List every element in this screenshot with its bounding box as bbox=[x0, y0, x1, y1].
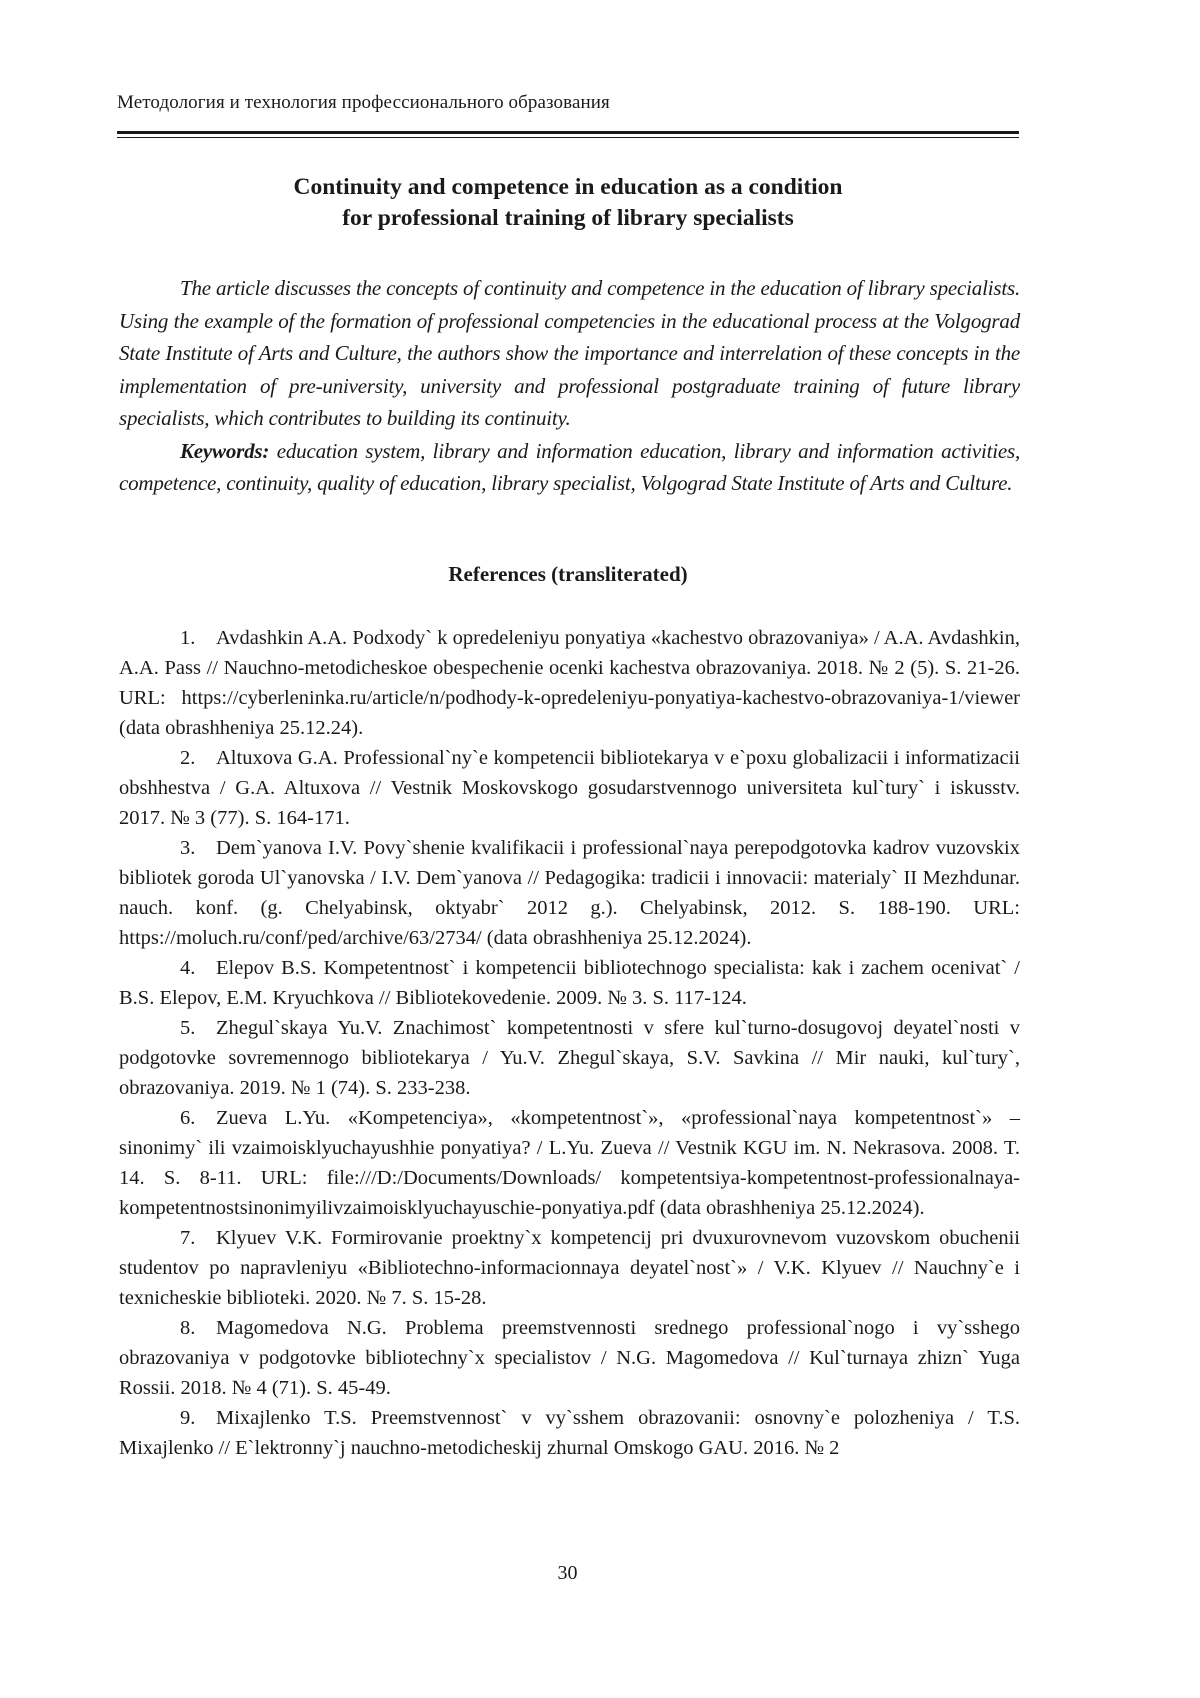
keywords-label: Keywords: bbox=[180, 438, 270, 463]
reference-text: Altuxova G.A. Professional`ny`e kompetencii bibliotekarya v e`poxu globalizacii i informatizacii obshhestva / G.A. Altuxova // Vestnik Moskovskogo gosudarstvennogo universiteta kul`tury` i iskusstv. 2017. № 3 (77). S. 164-171. bbox=[119, 747, 1020, 829]
keywords-paragraph bbox=[119, 435, 1020, 500]
reference-text: Klyuev V.K. Formirovanie proektny`x kompetencij pri dvuxurovnevom vuzovskom obuchenii studentov po napravleniyu «Bibliotechno-informacionnaya deyatel`nost`» / V.K. Klyuev // Nauchny`e i texnicheskie biblioteki. 2020. № 7. S. 15-28. bbox=[119, 1227, 1020, 1309]
reference-number: 2. bbox=[180, 747, 196, 769]
abstract bbox=[119, 272, 1020, 500]
reference-item bbox=[119, 1103, 1020, 1223]
reference-text: Dem`yanova I.V. Povy`shenie kvalifikacii i professional`naya perepodgotovka kadrov vuzovskix bibliotek goroda Ul`yanovska / I.V. Dem`yanova // Pedagogika: tradicii i innovacii: materialy` II Mezhdunar. nauch. konf. (g. Chelyabinsk, oktyabr` 2012 g.). Chelyabinsk, 2012. S. 188-190. URL: https://moluch.ru/conf/ped/archive/63/2734/ (data obrashheniya 25.12.2024). bbox=[119, 837, 1020, 949]
header-rule-thin bbox=[117, 137, 1019, 138]
reference-number: 3. bbox=[180, 837, 196, 859]
reference-number: 1. bbox=[180, 627, 196, 649]
reference-item bbox=[119, 1223, 1020, 1313]
page-number: 30 bbox=[557, 1562, 578, 1584]
reference-item bbox=[119, 1403, 1020, 1463]
references-list bbox=[119, 623, 1020, 1463]
article-title bbox=[117, 172, 1019, 234]
reference-item bbox=[119, 743, 1020, 833]
reference-item bbox=[119, 833, 1020, 953]
references-heading: References (transliterated) bbox=[448, 562, 688, 586]
reference-text: Mixajlenko T.S. Preemstvennost` v vy`sshem obrazovanii: osnovny`e polozheniya / T.S. Mixajlenko // E`lektronny`j nauchno-metodicheskij zhurnal Omskogo GAU. 2016. № 2 bbox=[119, 1407, 1020, 1459]
keywords-text: education system, library and information education, library and information activities, competence, continuity, quality of education, library specialist, Volgograd State Institute of Arts and Culture. bbox=[119, 438, 1020, 495]
reference-item bbox=[119, 953, 1020, 1013]
article-title-line-2: for professional training of library specialists bbox=[342, 205, 794, 231]
header-rule-thick bbox=[117, 131, 1019, 134]
reference-text: Elepov B.S. Kompetentnost` i kompetencii bibliotechnogo specialista: kak i zachem ocenivat` / B.S. Elepov, E.M. Kryuchkova // Bibliotekovedenie. 2009. № 3. S. 117-124. bbox=[119, 957, 1020, 1009]
reference-number: 8. bbox=[180, 1317, 196, 1339]
reference-text: Zhegul`skaya Yu.V. Znachimost` kompetentnosti v sfere kul`turno-dosugovoj deyatel`nosti v podgotovke sovremennogo bibliotekarya / Yu.V. Zhegul`skaya, S.V. Savkina // Mir nauki, kul`tury`, obrazovaniya. 2019. № 1 (74). S. 233-238. bbox=[119, 1017, 1020, 1099]
reference-item bbox=[119, 1013, 1020, 1103]
reference-item bbox=[119, 1313, 1020, 1403]
reference-number: 9. bbox=[180, 1407, 196, 1429]
reference-number: 5. bbox=[180, 1017, 196, 1039]
reference-number: 7. bbox=[180, 1227, 196, 1249]
reference-text: Magomedova N.G. Problema preemstvennosti srednego professional`nogo i vy`sshego obrazovaniya v podgotovke bibliotechny`x specialistov / N.G. Magomedova // Kul`turnaya zhizn` Yuga Rossii. 2018. № 4 (71). S. 45-49. bbox=[119, 1317, 1020, 1399]
article-title-line-1: Continuity and competence in education as a condition bbox=[293, 174, 843, 200]
reference-item bbox=[119, 623, 1020, 743]
abstract-text: The article discusses the concepts of continuity and competence in the education of library specialists. Using the example of the formation of professional competencies in the educational process at the Volgograd State Institute of Arts and Culture, the authors show the importance and interrelation of these concepts in the implementation of pre-university, university and professional postgraduate training of future library specialists, which contributes to building its continuity. bbox=[119, 276, 1020, 430]
reference-text: Avdashkin A.A. Podxody` k opredeleniyu ponyatiya «kachestvo obrazovaniya» / A.A. Avdashkin, A.A. Pass // Nauchno-metodicheskoe obespechenie ocenki kachestva obrazovaniya. 2018. № 2 (5). S. 21-26. URL: https://cyberleninka.ru/article/n/podhody-k-opredeleniyu-ponyatiya-kachestvo-obrazovaniya-1/viewer (data obrashheniya 25.12.24). bbox=[119, 627, 1020, 739]
reference-number: 4. bbox=[180, 957, 196, 979]
reference-text: Zueva L.Yu. «Kompetenciya», «kompetentnost`», «professional`naya kompetentnost`» – sinonimy` ili vzaimoisklyuchayushhie ponyatiya? / L.Yu. Zueva // Vestnik KGU im. N. Nekrasova. 2008. T. 14. S. 8-11. URL: file:///D:/Documents/Downloads/ kompetentsiya-kompetentnost-professionalnaya-kompetentnostsinonimyilivzaimoisklyuchayuschie-ponyatiya.pdf (data obrashheniya 25.12.2024). bbox=[119, 1107, 1020, 1219]
running-head: Методология и технология профессионального образования bbox=[117, 92, 610, 113]
reference-number: 6. bbox=[180, 1107, 196, 1129]
